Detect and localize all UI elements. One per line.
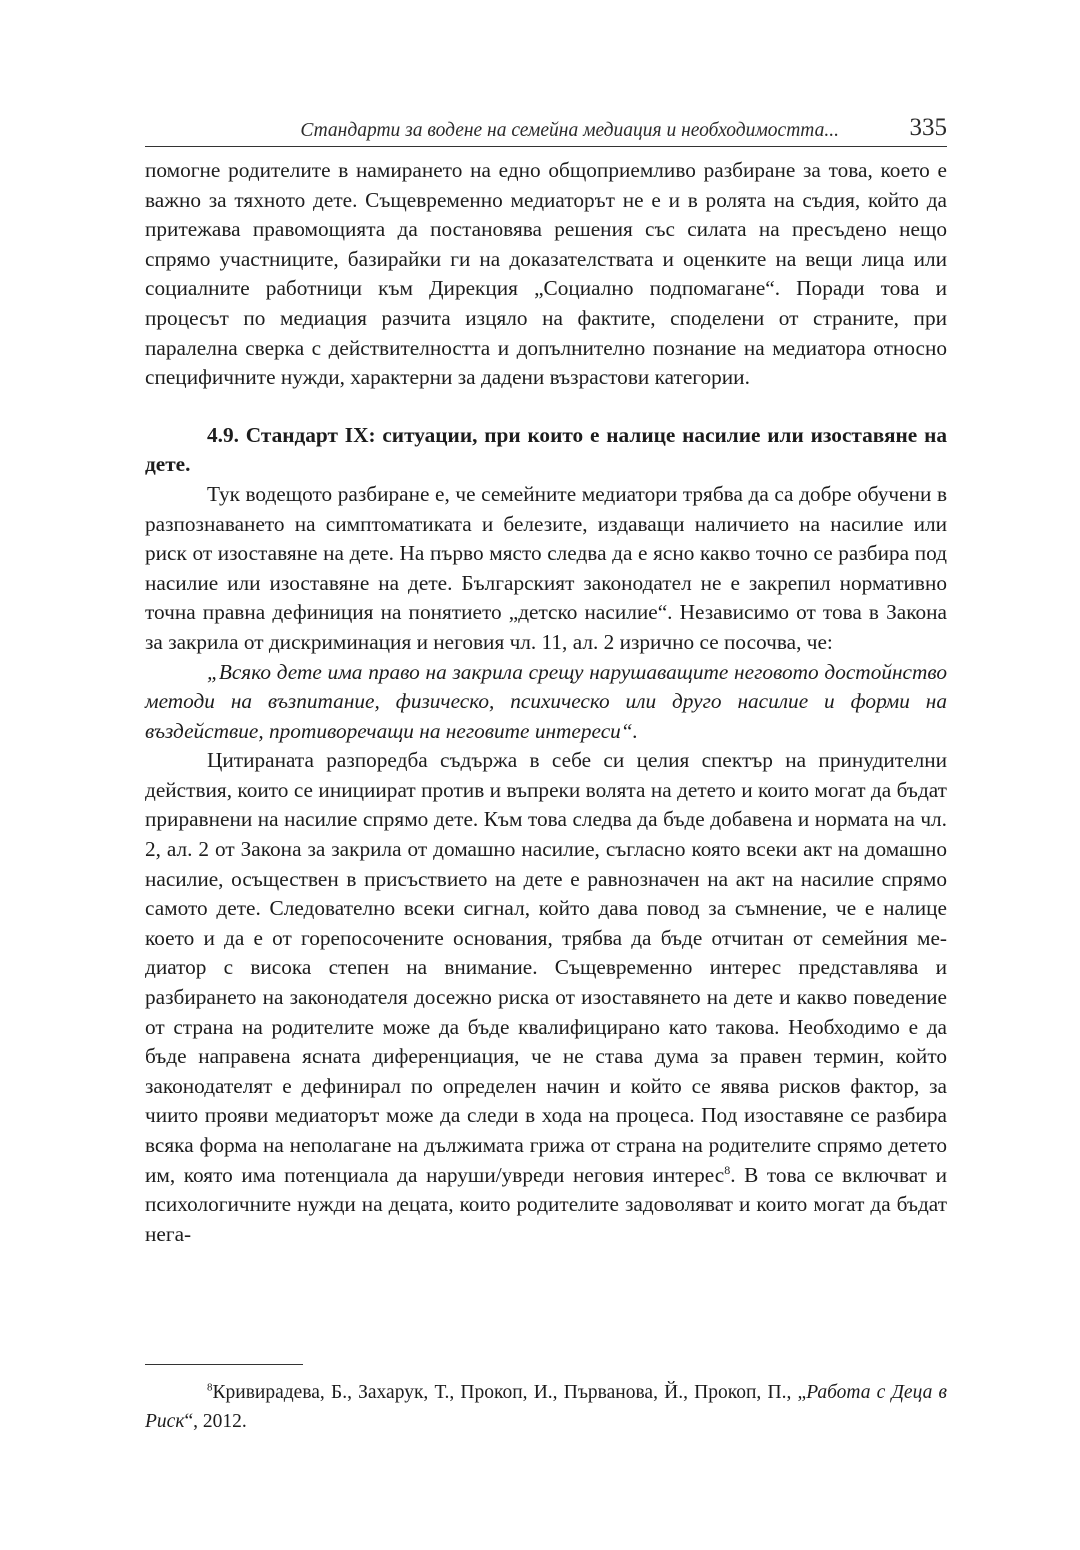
footnote-tail: “, 2012.	[184, 1411, 247, 1432]
running-head-title: Стандарти за водене на семейна медиация и необходимостта...	[300, 120, 839, 141]
paragraph: Тук водещото разбиране е, че семейните медиатори трябва да са добре обучени в разпознаването на симптоматиката и белезите, издаващи наличието на насилие или риск от изоставяне на дете. На първо място следва да е ясно какво точно се разбира под насилие или изоставяне на дете. Българският законодател не е закрепил нормативно точна правна дефиниция на понятието „детско насилие“. Независимо от това в Закона за закрила от дискриминация и неговия чл. 11, ал. 2 изрично се посочва, че:	[145, 481, 947, 654]
page-number: 335	[909, 114, 947, 141]
legal-quote: „Всяко дете има право на закрила срещу нарушаващите неговото достойнство методи на възпитание, физическо, психическо или друго насилие и форми на въздействие, противоречащи на неговите интереси“.	[145, 659, 947, 743]
body-text	[145, 156, 947, 1249]
paragraph	[145, 746, 947, 1249]
paragraph-continuation: помогне родителите в намирането на едно общоприемливо разбиране за това, което е важно за тяхното дете. Същевременно медиаторът не е и в ролята на съдия, който да притежава правомощията да постановява решения със силата на пресъдено нещо спрямо участниците, базирайки ги на доказателствата и оценките на вещи лица или социалните работници към Дирекция „Социално подпомагане“. Поради това и процесът по медиация разчита изцяло на фактите, споделени от страните, при паралелна сверка с действителността и допълнително познание на медиатора относно специфичните нужди, характерни за дадени възрастови категории.	[145, 158, 947, 390]
footnote	[145, 1378, 947, 1436]
footnote-work-title: Работа с Деца в Риск	[145, 1382, 947, 1432]
paragraph-text: Цитираната разпоредба съдържа в себе си целия спектър на принудителни действия, които се инициират против и въпреки волята на детето и които могат да бъдат приравнени на насилие спрямо дете. Към това следва да бъде добавена и нормата на чл. 2, ал. 2 от Закона за закрила от домашно насилие, съгласно която всеки акт на домашно насилие, осъществен в присъствието на дете е равнозначен на акт на насилие спрямо самото дете. Следователно всеки сигнал, който дава повод за съмнение, че е налице което и да е от горепосочените основания, трябва да бъде отчитан от семейния медиатор с висока степен на внимание. Същевременно интерес представлява и разбирането на законодателя досежно риска от изоставянето на дете и какво поведение от страна на родителите може да бъде квалифицирано като такова. Необходимо е да бъде направена ясната диференциация, че не става дума за правен термин, който законодателят е дефинирал по определен начин и който се явява рисков фактор, за чиито прояви медиаторът може да следи в хода на процеса. Под изоставяне се разбира всяка форма на неполагане на дължимата грижа от страна на родителите спрямо детето им, която има потенциала да наруши/увреди неговия интерес	[145, 748, 947, 1187]
footnote-reference[interactable]: 8	[724, 1162, 731, 1177]
footnote-number: 8	[207, 1381, 213, 1394]
section-heading: 4.9. Стандарт IX: ситуации, при които е налице насилие или изоставяне на дете.	[145, 422, 947, 477]
running-head	[145, 112, 947, 147]
footnote-divider	[145, 1364, 303, 1365]
footnote-authors: Кривирадева, Б., Захарук, Т., Прокоп, И., Първанова, Й., Прокоп, П., „	[212, 1382, 807, 1403]
paragraph-text: . В това се включват и психологичните нужди на децата, които родителите задоволяват и които могат да бъдат нега-	[145, 1162, 947, 1246]
